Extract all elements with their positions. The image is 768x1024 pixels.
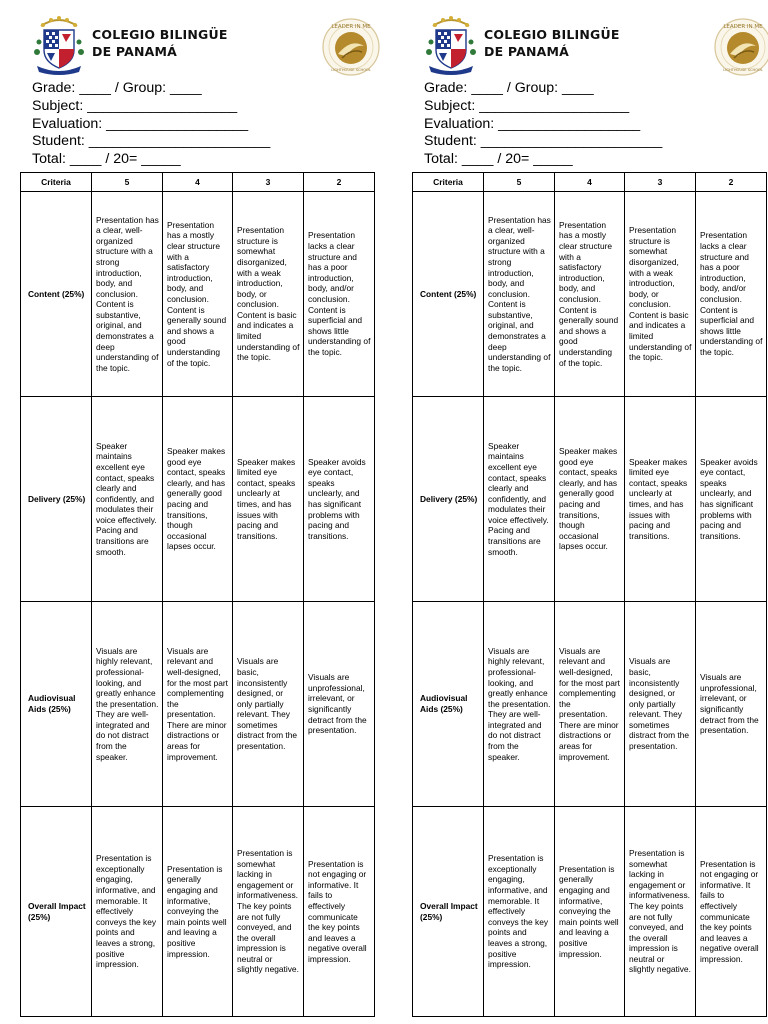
cell-delivery-5: Speaker maintains excellent eye contact, speaks clearly and confidently, and modulates their voice effectively. Pacing and transitions are smooth. — [484, 397, 555, 602]
cell-overall-5: Presentation is exceptionally engaging, informative, and memorable. It effectively conveys the key points and leaves a strong, positive impression. — [484, 807, 555, 1017]
cell-audiovisual-4: Visuals are relevant and well-designed, for the most part complementing the presentation. There are minor distractions or areas for improvement. — [555, 602, 625, 807]
criteria-overall-impact: Overall Impact (25%) — [413, 807, 484, 1017]
header-score-2: 2 — [304, 173, 375, 192]
svg-text:LIGHTHOUSE SCHOOL: LIGHTHOUSE SCHOOL — [331, 68, 371, 72]
cell-overall-3: Presentation is somewhat lacking in engagement or informativeness. The key points are not fully conveyed, and the overall impression is neutral or slightly negative. — [625, 807, 696, 1017]
header-score-4: 4 — [163, 173, 233, 192]
criteria-content: Content (25%) — [21, 192, 92, 397]
rubric-row-delivery — [21, 397, 375, 602]
cell-audiovisual-3: Visuals are basic, inconsistently designed, or only partially relevant. They sometimes distract from the presentation. — [233, 602, 304, 807]
rubric-row-audiovisual — [413, 602, 767, 807]
header-score-3: 3 — [625, 173, 696, 192]
header-criteria: Criteria — [413, 173, 484, 192]
school-name-line1: COLEGIO BILINGÜE — [484, 27, 620, 42]
cell-content-5: Presentation has a clear, well-organized structure with a strong introduction, body, and conclusion. Content is substantive, original, and demonstrates a deep understanding of the topic. — [92, 192, 163, 397]
cell-content-4: Presentation has a mostly clear structure with a satisfactory introduction, body, and conclusion. Content is generally sound and shows a good understanding of the topic. — [163, 192, 233, 397]
cell-content-4: Presentation has a mostly clear structure with a satisfactory introduction, body, and conclusion. Content is generally sound and shows a good understanding of the topic. — [555, 192, 625, 397]
cell-overall-2: Presentation is not engaging or informative. It fails to effectively communicate the key points and leaves a negative overall impression. — [304, 807, 375, 1017]
school-crest-logo — [33, 12, 85, 76]
rubric-sheet-left — [0, 0, 376, 1024]
student-field[interactable]: Student: _______________________ — [32, 133, 271, 150]
rubric-row-content — [413, 192, 767, 397]
cell-audiovisual-4: Visuals are relevant and well-designed, for the most part complementing the presentation. There are minor distractions or areas for improvement. — [163, 602, 233, 807]
rubric-row-delivery — [413, 397, 767, 602]
total-score-field[interactable]: Total: ____ / 20= _____ — [424, 151, 573, 168]
subject-field[interactable]: Subject: ___________________ — [32, 97, 238, 114]
rubric-sheet-right — [392, 0, 768, 1024]
rubric-header-row — [413, 173, 767, 192]
cell-overall-2: Presentation is not engaging or informative. It fails to effectively communicate the key points and leaves a negative overall impression. — [696, 807, 767, 1017]
cell-overall-3: Presentation is somewhat lacking in engagement or informativeness. The key points are not fully conveyed, and the overall impression is neutral or slightly negative. — [233, 807, 304, 1017]
svg-text:LEADER IN ME: LEADER IN ME — [723, 24, 763, 30]
school-name-line2: DE PANAMÁ — [484, 44, 570, 59]
cell-delivery-4: Speaker makes good eye contact, speaks clearly, and has generally good pacing and transitions, though occasional lapses occur. — [163, 397, 233, 602]
header-score-5: 5 — [484, 173, 555, 192]
cell-overall-4: Presentation is generally engaging and informative, conveying the main points well and leaving a positive impression. — [163, 807, 233, 1017]
rubric-table — [20, 172, 375, 1017]
cell-delivery-2: Speaker avoids eye contact, speaks unclearly, and has significant problems with pacing and transitions. — [696, 397, 767, 602]
subject-field[interactable]: Subject: ___________________ — [424, 97, 630, 114]
cell-delivery-3: Speaker makes limited eye contact, speaks unclearly at times, and has issues with pacing and transitions. — [233, 397, 304, 602]
evaluation-field[interactable]: Evaluation: __________________ — [32, 115, 249, 132]
header-criteria: Criteria — [21, 173, 92, 192]
grade-group-field[interactable]: Grade: ____ / Group: ____ — [424, 80, 594, 96]
school-name — [484, 26, 644, 60]
cell-content-2: Presentation lacks a clear structure and has a poor introduction, body, and/or conclusion. Content is superficial and shows little understanding of the topic. — [696, 192, 767, 397]
header-score-3: 3 — [233, 173, 304, 192]
student-field[interactable]: Student: _______________________ — [424, 133, 663, 150]
criteria-audiovisual: Audiovisual Aids (25%) — [413, 602, 484, 807]
header-score-5: 5 — [92, 173, 163, 192]
criteria-content: Content (25%) — [413, 192, 484, 397]
rubric-row-audiovisual — [21, 602, 375, 807]
header-score-4: 4 — [555, 173, 625, 192]
criteria-overall-impact: Overall Impact (25%) — [21, 807, 92, 1017]
grade-group-field[interactable]: Grade: ____ / Group: ____ — [32, 80, 202, 96]
cell-content-2: Presentation lacks a clear structure and has a poor introduction, body, and/or conclusion. Content is superficial and shows little understanding of the topic. — [304, 192, 375, 397]
criteria-audiovisual: Audiovisual Aids (25%) — [21, 602, 92, 807]
sheet-header — [392, 0, 768, 172]
cell-delivery-5: Speaker maintains excellent eye contact, speaks clearly and confidently, and modulates their voice effectively. Pacing and transitions are smooth. — [92, 397, 163, 602]
cell-audiovisual-5: Visuals are highly relevant, professional-looking, and greatly enhance the presentation. They are well-integrated and do not distract from the speaker. — [484, 602, 555, 807]
cell-content-5: Presentation has a clear, well-organized structure with a strong introduction, body, and conclusion. Content is substantive, original, and demonstrates a deep understanding of the topic. — [484, 192, 555, 397]
rubric-table — [412, 172, 767, 1017]
criteria-delivery: Delivery (25%) — [21, 397, 92, 602]
student-info-fields — [32, 80, 270, 169]
total-score-field[interactable]: Total: ____ / 20= _____ — [32, 151, 181, 168]
student-info-fields — [424, 80, 662, 169]
cell-audiovisual-2: Visuals are unprofessional, irrelevant, or significantly detract from the presentation. — [304, 602, 375, 807]
school-crest-logo — [425, 12, 477, 76]
cell-audiovisual-5: Visuals are highly relevant, professional-looking, and greatly enhance the presentation. They are well-integrated and do not distract from the speaker. — [92, 602, 163, 807]
cell-overall-5: Presentation is exceptionally engaging, informative, and memorable. It effectively conveys the key points and leaves a strong, positive impression. — [92, 807, 163, 1017]
rubric-header-row — [21, 173, 375, 192]
cell-content-3: Presentation structure is somewhat disorganized, with a weak introduction, body, or conclusion. Content is basic and indicates a limited understanding of the topic. — [625, 192, 696, 397]
svg-text:LEADER IN ME: LEADER IN ME — [331, 24, 371, 30]
header-score-2: 2 — [696, 173, 767, 192]
evaluation-field[interactable]: Evaluation: __________________ — [424, 115, 641, 132]
cell-delivery-4: Speaker makes good eye contact, speaks clearly, and has generally good pacing and transitions, though occasional lapses occur. — [555, 397, 625, 602]
school-name-line2: DE PANAMÁ — [92, 44, 178, 59]
cell-audiovisual-2: Visuals are unprofessional, irrelevant, or significantly detract from the presentation. — [696, 602, 767, 807]
rubric-row-overall-impact — [413, 807, 767, 1017]
rubric-row-content — [21, 192, 375, 397]
leader-in-me-badge-logo — [714, 18, 768, 76]
cell-delivery-2: Speaker avoids eye contact, speaks unclearly, and has significant problems with pacing and transitions. — [304, 397, 375, 602]
criteria-delivery: Delivery (25%) — [413, 397, 484, 602]
leader-in-me-badge-logo — [322, 18, 380, 76]
rubric-row-overall-impact — [21, 807, 375, 1017]
school-name — [92, 26, 252, 60]
cell-overall-4: Presentation is generally engaging and informative, conveying the main points well and leaving a positive impression. — [555, 807, 625, 1017]
sheet-header — [0, 0, 376, 172]
cell-delivery-3: Speaker makes limited eye contact, speaks unclearly at times, and has issues with pacing and transitions. — [625, 397, 696, 602]
school-name-line1: COLEGIO BILINGÜE — [92, 27, 228, 42]
cell-content-3: Presentation structure is somewhat disorganized, with a weak introduction, body, or conclusion. Content is basic and indicates a limited understanding of the topic. — [233, 192, 304, 397]
cell-audiovisual-3: Visuals are basic, inconsistently designed, or only partially relevant. They sometimes distract from the presentation. — [625, 602, 696, 807]
svg-text:LIGHTHOUSE SCHOOL: LIGHTHOUSE SCHOOL — [723, 68, 763, 72]
